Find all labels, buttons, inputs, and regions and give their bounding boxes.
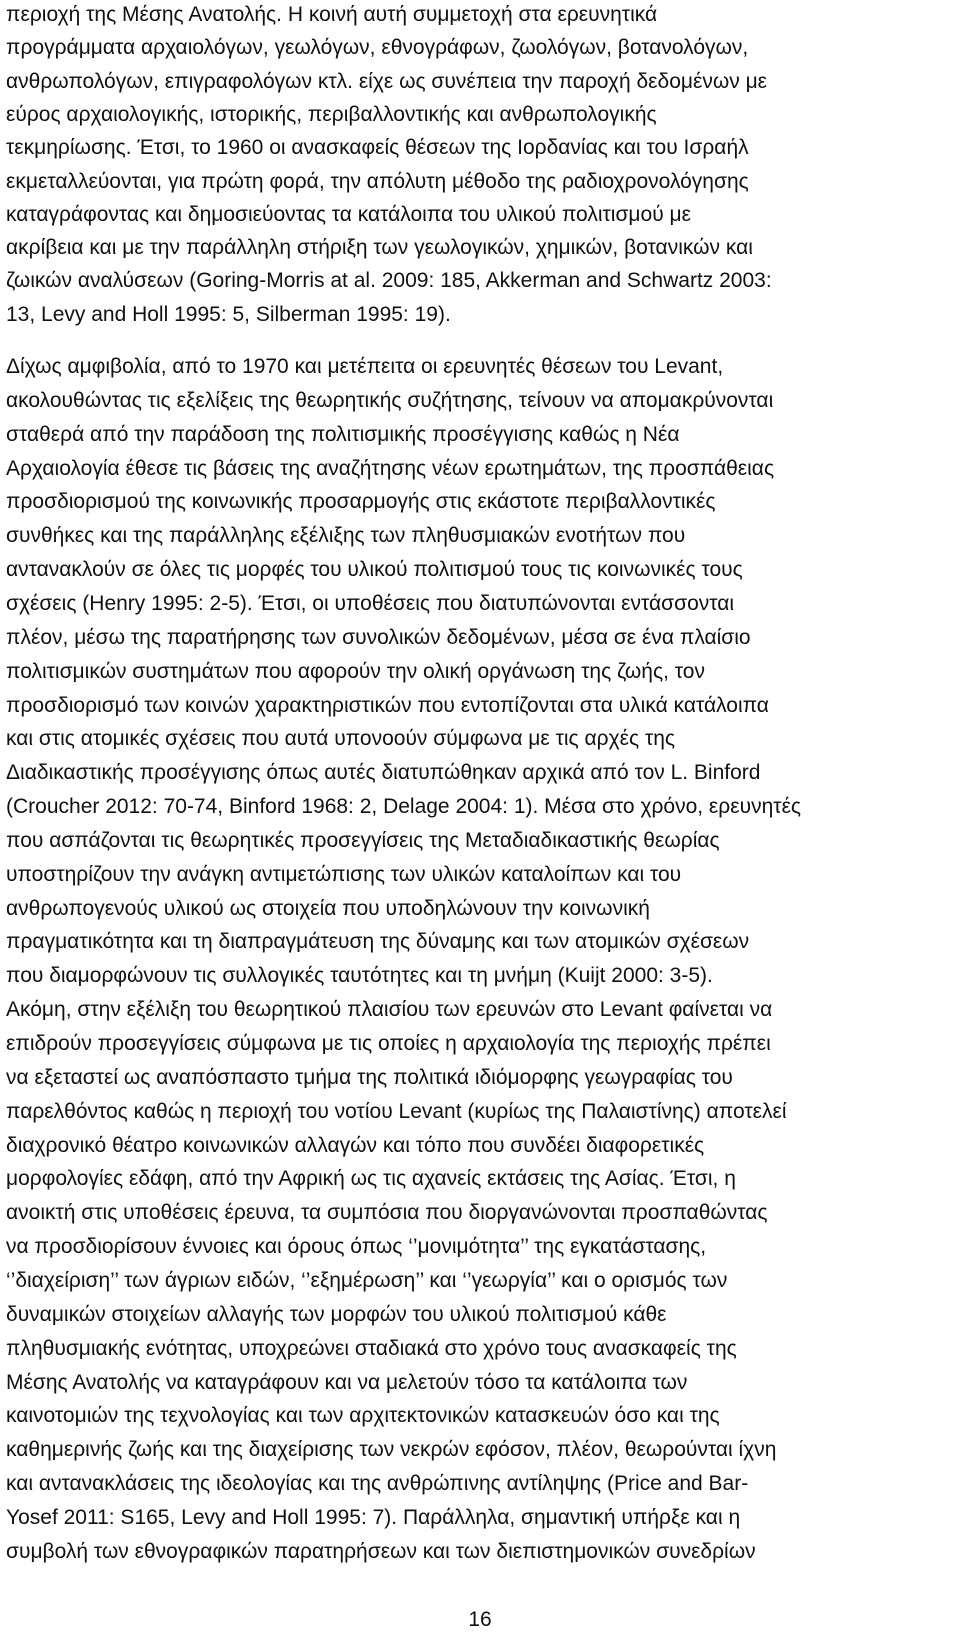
paragraph-1-line: ανθρωπολόγων, επιγραφολόγων κτλ. είχε ως συνέπεια την παροχή δεδομένων με (6, 69, 768, 93)
paragraph-2-line: προσδιορισμού της κοινωνικής προσαρμογής στις εκάστοτε περιβαλλοντικές (6, 490, 716, 514)
paragraph-2-line: μορφολογίες εδάφη, από την Αφρική ως τις αχανείς εκτάσεις της Ασίας. Έτσι, η (6, 1167, 736, 1191)
paragraph-2-line: Δίχως αμφιβολία, από το 1970 και μετέπειτα οι ερευνητές θέσεων του Levant, (6, 355, 724, 378)
paragraph-2-line: ανοικτή στις υποθέσεις έρευνα, τα συμπόσια που διοργανώνονται προσπαθώντας (6, 1201, 768, 1225)
paragraph-1-line: εκμεταλλεύονται, για πρώτη φορά, την απόλυτη μέθοδο της ραδιοχρονολόγησης (6, 169, 749, 193)
paragraph-2-line: δυναμικών στοιχείων αλλαγής των μορφών του υλικού πολιτισμού κάθε (6, 1302, 667, 1326)
paragraph-2-line: Yosef 2011: S165, Levy and Holl 1995: 7). Παράλληλα, σημαντική υπήρξε και η (6, 1505, 741, 1529)
paragraph-2-line: σταθερά από την παράδοση της πολιτισμικής προσέγγισης καθώς η Νέα (6, 422, 680, 446)
paragraph-2-line: (Croucher 2012: 70-74, Binford 1968: 2, Delage 2004: 1). Μέσα στο χρόνο, ερευνητές (6, 795, 802, 819)
paragraph-2-line: Μέσης Ανατολής να καταγράφουν και να μελετούν τόσο τα κατάλοιπα των (6, 1370, 688, 1394)
paragraph-2-line: διαχρονικό θέατρο κοινωνικών αλλαγών και τόπο που συνδέει διαφορετικές (6, 1133, 705, 1157)
paragraph-2-line: συμβολή των εθνογραφικών παρατηρήσεων και των διεπιστημονικών συνεδρίων (6, 1539, 756, 1563)
paragraph-2-line: καινοτομιών της τεχνολογίας και των αρχιτεκτονικών κατασκευών όσο και της (6, 1404, 720, 1428)
paragraph-2-line: ‘’διαχείριση’’ των άγριων ειδών, ‘’εξημέρωση’’ και ‘’γεωργία’’ και ο ορισμός των (6, 1268, 728, 1292)
paragraph-2-line: να προσδιορίσουν έννοιες και όρους όπως ‘’μονιμότητα’’ της εγκατάστασης, (6, 1235, 707, 1259)
paragraph-2-line: πλέον, μέσω της παρατήρησης των συνολικών δεδομένων, μέσα σε ένα πλαίσιο (6, 625, 751, 649)
paragraph-2-line: που διαμορφώνουν τις συλλογικές ταυτότητες και τη μνήμη (Kuijt 2000: 3-5). (6, 964, 713, 988)
paragraph-2-line: πραγματικότητα και τη διαπραγμάτευση της δύναμης και των ατομικών σχέσεων (6, 930, 750, 954)
paragraph-1-line: ακρίβεια και με την παράλληλη στήριξη των γεωλογικών, χημικών, βοτανικών και (6, 236, 753, 260)
paragraph-1-line: περιοχή της Μέσης Ανατολής. Η κοινή αυτή συμμετοχή στα ερευνητικά (6, 3, 658, 26)
paragraph-2-line: αντανακλούν σε όλες τις μορφές του υλικού πολιτισμού τους τις κοινωνικές τους (6, 558, 743, 582)
paragraph-2-line: πληθυσμιακής ενότητας, υποχρεώνει σταδιακά στο χρόνο τους ανασκαφείς της (6, 1336, 737, 1360)
paragraph-2-line: και στις ατομικές σχέσεις που αυτά υπονοούν σύμφωνα με τις αρχές της (6, 727, 676, 751)
paragraph-2-line: υποστηρίζουν την ανάγκη αντιμετώπισης των υλικών καταλοίπων και του (6, 862, 682, 886)
paragraph-2-line: πολιτισμικών συστημάτων που αφορούν την ολική οργάνωση της ζωής, τον (6, 659, 705, 683)
paragraph-2-line: Ακόμη, στην εξέλιξη του θεωρητικού πλαισίου των ερευνών στο Levant φαίνεται να (6, 998, 773, 1022)
paragraph-2-line: συνθήκες και της παράλληλης εξέλιξης των πληθυσμιακών ενοτήτων που (6, 524, 686, 548)
page-number: 16 (468, 1608, 492, 1631)
paragraph-1-line: καταγράφοντας και δημοσιεύοντας τα κατάλοιπα του υλικού πολιτισμού με (6, 202, 691, 226)
paragraph-2-line: Διαδικαστικής προσέγγισης όπως αυτές διατυπώθηκαν αρχικά από τον L. Binford (6, 761, 761, 785)
paragraph-2-line: επιδρούν προσεγγίσεις σύμφωνα με τις οποίες η αρχαιολογία της περιοχής πρέπει (6, 1032, 771, 1055)
paragraph-2-line: παρελθόντος καθώς η περιοχή του νοτίου Levant (κυρίως της Παλαιστίνης) αποτελεί (6, 1099, 787, 1123)
paragraph-1-line: 13, Levy and Holl 1995: 5, Silberman 1995: 19). (6, 302, 451, 326)
paragraph-1-line: ζωικών αναλύσεων (Goring-Morris at al. 2009: 185, Akkerman and Schwartz 2003: (6, 269, 772, 293)
paragraph-2-line: καθημερινής ζωής και της διαχείρισης των νεκρών εφόσον, πλέον, θεωρούνται ίχνη (6, 1438, 777, 1462)
paragraph-2-line: και αντανακλάσεις της ιδεολογίας και της ανθρώπινης αντίληψης (Price and Bar- (6, 1472, 749, 1496)
paragraph-2-line: που ασπάζονται τις θεωρητικές προσεγγίσεις της Μεταδιαδικαστικής θεωρίας (6, 828, 720, 852)
paragraph-2-line: προσδιορισμό των κοινών χαρακτηριστικών που εντοπίζονται στα υλικά κατάλοιπα (6, 693, 769, 717)
paragraph-2-line: Αρχαιολογία έθεσε τις βάσεις της αναζήτησης νέων ερωτημάτων, της προσπάθειας (6, 456, 775, 480)
paragraph-1-line: εύρος αρχαιολογικής, ιστορικής, περιβαλλοντικής και ανθρωπολογικής (6, 102, 657, 126)
paragraph-1-line: προγράμματα αρχαιολόγων, γεωλόγων, εθνογράφων, ζωολόγων, βοτανολόγων, (6, 36, 749, 60)
paragraph-2-line: ανθρωπογενούς υλικού ως στοιχεία που υποδηλώνουν την κοινωνική (6, 896, 650, 920)
paragraph-1-line: τεκμηρίωσης. Έτσι, το 1960 οι ανασκαφείς θέσεων της Ιορδανίας και του Ισραήλ (6, 136, 749, 160)
paragraph-2-line: σχέσεις (Henry 1995: 2-5). Έτσι, οι υποθέσεις που διατυπώνονται εντάσσονται (6, 591, 735, 615)
paragraph-2-line: να εξεταστεί ως αναπόσπαστο τμήμα της πολιτικά ιδιόμορφης γεωγραφίας του (6, 1065, 733, 1089)
paragraph-2-line: ακολουθώντας τις εξελίξεις της θεωρητικής συζήτησης, τείνουν να απομακρύνονται (6, 388, 774, 412)
